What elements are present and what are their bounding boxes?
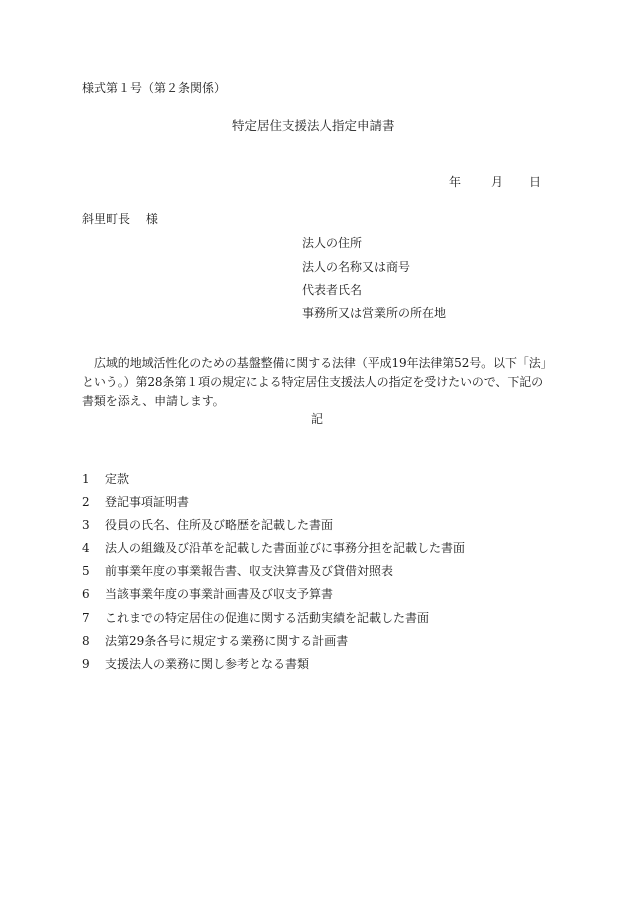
attached-documents-list (82, 473, 465, 681)
list-item-number: 2 (82, 495, 90, 510)
list-item-text: 定款 (105, 472, 130, 486)
list-item-number: 1 (82, 472, 90, 486)
list-item (82, 496, 465, 519)
applicant-address-label: 法人の住所 (302, 236, 363, 250)
list-item (82, 473, 465, 496)
list-item-number: 6 (82, 587, 90, 602)
list-item-number: 5 (82, 564, 90, 579)
list-item-text: これまでの特定居住の促進に関する活動実績を記載した書面 (105, 610, 430, 625)
document-title: 特定居住支援法人指定申請書 (232, 118, 395, 133)
date-month-label: 月 (491, 175, 504, 189)
applicant-representative-label: 代表者氏名 (302, 283, 363, 297)
list-item (82, 588, 465, 611)
list-item-text: 当該事業年度の事業計画書及び収支予算書 (105, 587, 334, 602)
list-item (82, 542, 465, 565)
list-item (82, 519, 465, 542)
list-item (82, 565, 465, 588)
list-item (82, 658, 465, 681)
list-item-text: 支援法人の業務に関し参考となる書類 (105, 656, 310, 671)
date-line (449, 176, 541, 188)
list-item-number: 8 (82, 633, 90, 648)
list-item (82, 612, 465, 635)
application-body-text: 広域的地域活性化のための基盤整備に関する法律（平成19年法律第52号。以下「法」という。）第28条第１項の規定による特定居住支援法人の指定を受けたいので、下記の書類を添え、申請します。 (82, 356, 547, 408)
list-item-number: 9 (82, 656, 90, 671)
date-year-label: 年 (449, 175, 462, 189)
applicant-office-label: 事務所又は営業所の所在地 (302, 306, 447, 320)
list-item-number: 4 (82, 541, 90, 556)
list-item-text: 登記事項証明書 (105, 495, 190, 510)
list-item-number: 3 (82, 518, 90, 533)
list-item (82, 635, 465, 658)
applicant-name-label: 法人の名称又は商号 (302, 260, 411, 274)
list-item-text: 法第29条各号に規定する業務に関する計画書 (105, 633, 349, 648)
addressee: 斜里町長 様 (82, 212, 158, 226)
form-number: 様式第１号（第２条関係） (82, 81, 227, 95)
date-day-label: 日 (529, 175, 542, 189)
list-item-text: 前事業年度の事業報告書、収支決算書及び貸借対照表 (105, 564, 394, 579)
list-item-text: 役員の氏名、住所及び略歴を記載した書面 (105, 518, 334, 533)
list-item-number: 7 (82, 610, 90, 625)
list-item-text: 法人の組織及び沿革を記載した書面並びに事務分担を記載した書面 (105, 541, 466, 556)
ki-heading: 記 (311, 412, 324, 426)
